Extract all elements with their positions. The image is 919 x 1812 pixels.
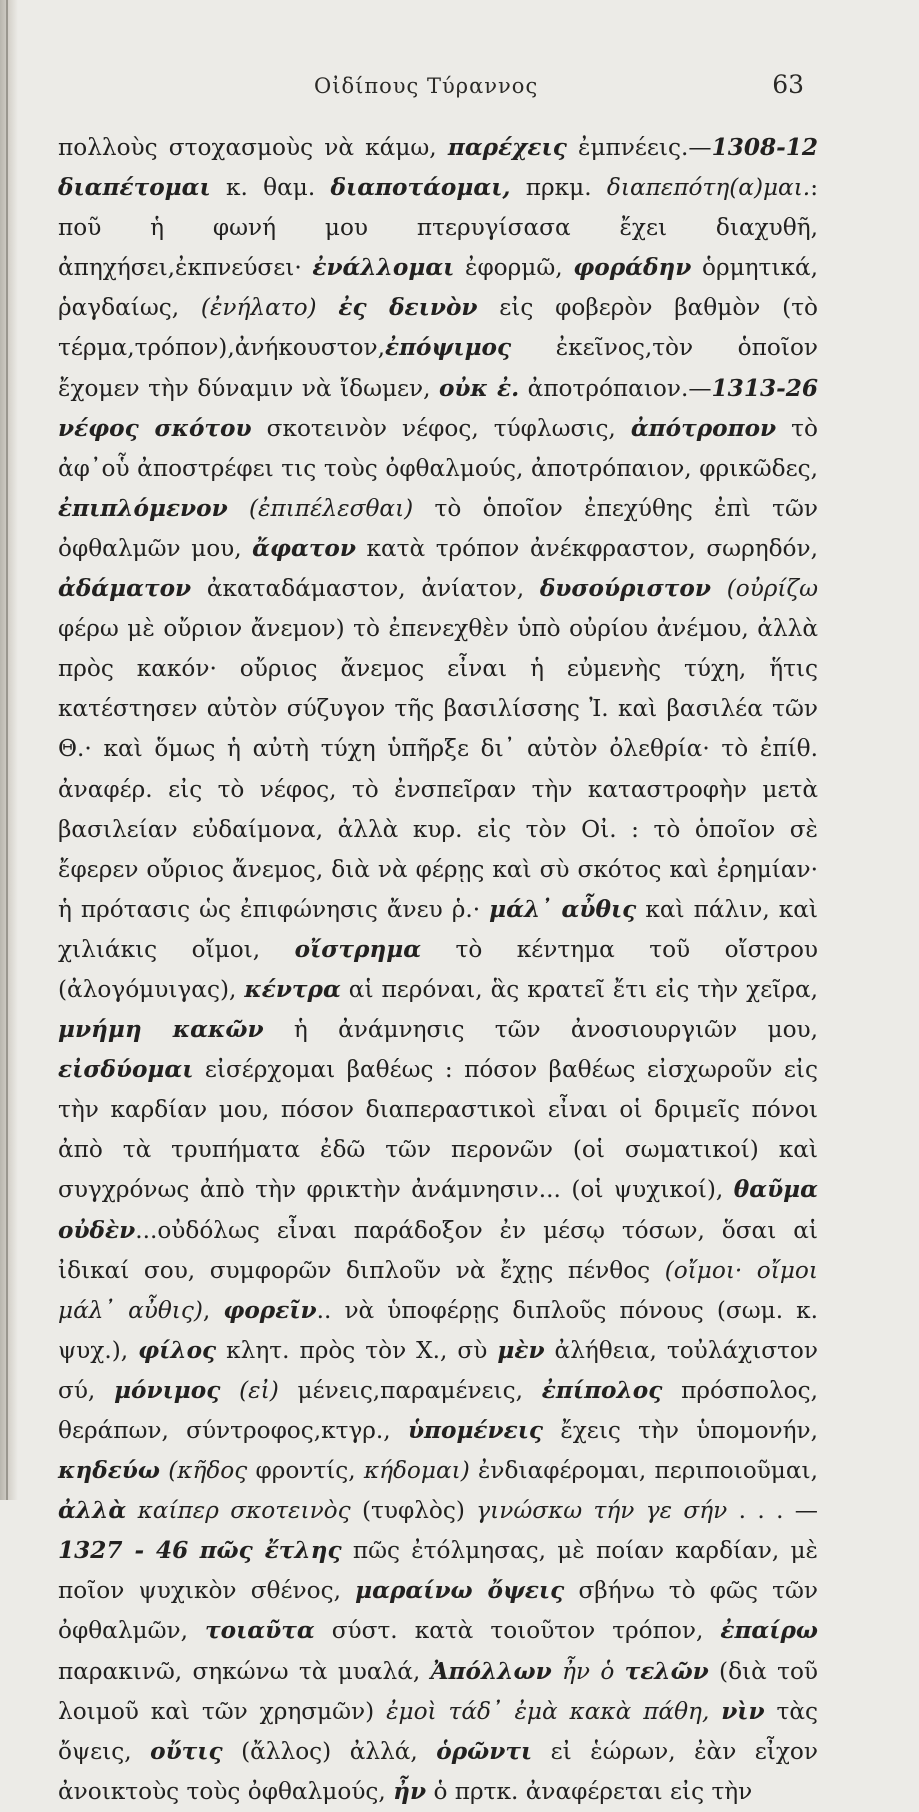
- lemma-term: μόνιμος: [114, 1376, 221, 1404]
- gloss-text: [711, 575, 727, 602]
- gloss-text: εἰσέρχομαι βαθέως : πόσον βαθέως εἰσχωροῦν εἰς τὴν καρδίαν μου, πόσον διαπεραστικοὶ εἶναι οἱ δριμεῖς πόνοι ἀπὸ τὰ τρυπήματα ἐδῶ τῶν περονῶν (οἱ σωματικοί) καὶ συγχρόνως ἀπὸ τὴν φρικτὴν ἀνάμνησιν... (οἱ ψυχικοί),: [58, 1056, 818, 1204]
- gloss-text: ἔχεις τὴν ὑπομονήν,: [543, 1417, 818, 1444]
- gloss-text: .. νὰ ὑποφέρῃς διπλοῦς πόνους (σωμ. κ. ψυχ.),: [58, 1296, 818, 1364]
- lemma-term: ἐνάλλομαι: [312, 254, 455, 282]
- lemma-term: 1327 - 46: [58, 1537, 189, 1565]
- lemma-term: ἐς δεινὸν: [338, 294, 478, 322]
- lemma-term: φοράδην: [573, 254, 692, 282]
- lemma-term: παρέχεις: [447, 134, 567, 161]
- gloss-text: τὸ κέντημα τοῦ οἴστρου (ἀλογόμυιγας),: [58, 935, 818, 1003]
- italic-note: (οἴμοι· οἴμοι μάλ᾽ αὖθις): [58, 1256, 818, 1324]
- italic-note: (ἐπιπέλεσθαι): [248, 494, 414, 522]
- lemma-term: νέφος σκότου: [58, 414, 252, 442]
- gloss-text: αἱ περόναι, ἃς κρατεῖ ἔτι εἰς τὴν χεῖρα,: [340, 975, 818, 1003]
- gloss-text: ἀποτρόπαιον.—: [519, 374, 712, 402]
- book-spine-shadow: [0, 0, 18, 1500]
- lemma-term: ὁρῶντι: [436, 1737, 533, 1765]
- lemma-term: 1313-26: [711, 374, 818, 402]
- lemma-term: ὑπομένεις: [407, 1417, 544, 1444]
- lemma-term: οὐκ ἐ.: [438, 374, 520, 402]
- lemma-term: νὶν: [721, 1697, 765, 1725]
- book-spine-line: [6, 0, 8, 1500]
- lemma-term: οὔτις: [150, 1737, 223, 1765]
- gloss-text: (ἄλλος) ἀλλά,: [222, 1737, 437, 1765]
- lemma-term: θαῦμα οὐδὲν: [58, 1176, 818, 1244]
- gloss-text: [317, 294, 339, 321]
- gloss-text: κλητ. πρὸς τὸν Χ., σὺ: [216, 1336, 498, 1364]
- gloss-text: ὁ πρτκ. ἀναφέρεται εἰς τὴν: [426, 1777, 753, 1805]
- gloss-text: εἰς φοβερὸν βαθμὸν (τὸ τέρμα,τρόπον),ἀνήκουστον,: [58, 294, 819, 362]
- gloss-text: πρόσπολος, θεράπων, σύντροφος,κτγρ.,: [58, 1376, 818, 1444]
- gloss-text: ἐκεῖνος,τὸν ὁποῖον ἔχομεν τὴν δύναμιν νὰ ἴδωμεν,: [58, 334, 818, 402]
- lemma-term: ἐπιπλόμενον: [58, 494, 228, 522]
- lemma-term: μάλ᾽ αὖθις: [489, 895, 637, 923]
- gloss-text: πρκμ.: [510, 174, 607, 202]
- lemma-term: 1308-12: [711, 134, 818, 161]
- lemma-term: ἀλλὰ: [58, 1497, 127, 1525]
- lemma-term: ἐπόψιμος: [384, 334, 512, 362]
- gloss-text: ἐφορμῶ,: [454, 254, 574, 282]
- lemma-term: εἰσδύομαι: [58, 1056, 194, 1084]
- gloss-text: πολλοὺς στοχασμοὺς νὰ κάμω,: [58, 134, 448, 161]
- gloss-text: [552, 1658, 562, 1685]
- gloss-text: εἰ ἑώρων, ἐὰν εἶχον ἀνοικτοὺς τοὺς ὀφθαλμούς,: [58, 1737, 818, 1805]
- gloss-text: ἐνδιαφέρομαι, περιποιοῦμαι,: [469, 1457, 818, 1485]
- gloss-text: [160, 1457, 168, 1484]
- gloss-text: σκοτεινὸν νέφος, τύφλωσις,: [251, 414, 631, 442]
- gloss-text: μένεις,παραμένεις,: [278, 1376, 542, 1404]
- gloss-text: [228, 495, 249, 522]
- gloss-text: [709, 1698, 721, 1725]
- lemma-term: ἀδάματον: [58, 575, 192, 603]
- gloss-text: [220, 1377, 239, 1404]
- gloss-text: [126, 1497, 137, 1524]
- italic-note: καίπερ σκοτεινὸς: [137, 1497, 351, 1525]
- lemma-term: ἦν: [393, 1777, 427, 1805]
- gloss-text: τὸ ὁποῖον ἐπεχύθης ἐπὶ τῶν ὀφθαλμῶν μου,: [58, 494, 818, 562]
- italic-note: (οὐρίζω: [726, 575, 818, 603]
- italic-note: ἐμοὶ τάδ᾽ ἐμὰ κακὰ πάθη,: [386, 1697, 710, 1725]
- lemma-term: μαραίνω ὄψεις: [355, 1577, 565, 1605]
- gloss-text: παρακινῶ, σηκώνω τὰ μυαλά,: [58, 1657, 431, 1685]
- gloss-text: ἀκαταδάμαστον, ἀνίατον,: [191, 575, 540, 603]
- lemma-term: φίλος: [138, 1336, 217, 1364]
- gloss-text: πῶς ἐτόλμησας, μὲ ποίαν καρδίαν, μὲ ποῖον ψυχικὸν σθένος,: [58, 1537, 818, 1605]
- gloss-text: . . . —: [727, 1497, 818, 1525]
- gloss-text: : ποῦ ἡ φωνή μου πτερυγίσασα ἔχει διαχυθῆ, ἀπηχήσει,ἐκπνεύσει·: [58, 174, 818, 282]
- running-title: Οἰδίπους Τύραννος: [314, 74, 539, 98]
- gloss-text: [614, 1658, 624, 1685]
- lemma-term: Ἀπόλλων: [430, 1657, 552, 1685]
- gloss-text: (διὰ τοῦ λοιμοῦ καὶ τῶν χρησμῶν): [58, 1657, 819, 1725]
- lemma-term: ἄφατον: [252, 534, 356, 562]
- gloss-text: τὰς ὄψεις,: [58, 1697, 818, 1765]
- lemma-term: ἐπαίρω: [720, 1617, 818, 1645]
- lemma-term: πῶς ἔτλης: [199, 1537, 342, 1565]
- gloss-text: ἐμπνέεις.—: [566, 134, 712, 161]
- lemma-term: τελῶν: [624, 1657, 709, 1685]
- commentary-text: [58, 128, 818, 1812]
- page-header: [64, 66, 804, 106]
- gloss-text: σβήνω τὸ φῶς τῶν ὀφθαλμῶν,: [58, 1577, 818, 1645]
- lemma-term: ἐπίπολος: [541, 1376, 663, 1404]
- gloss-text: φέρω μὲ οὔριον ἄνεμον) τὸ ἐπενεχθὲν ὑπὸ οὐρίου ἀνέμου, ἀλλὰ πρὸς κακόν· οὔριος ἄνεμος εἶναι ἡ εὐμενὴς τύχη, ἥτις κατέστησεν αὐτὸν σύζυγον τῆς βασιλίσσης Ἰ. καὶ βασιλέα τῶν Θ.· καὶ ὅμως ἡ αὐτὴ τύχη ὑπῆρξε δι᾽ αὐτὸν ὀλεθρία· τὸ ἐπίθ. ἀναφέρ. εἰς τὸ νέφος, τὸ ἐνσπεῖραν τὴν καταστροφὴν μετὰ βασιλείαν εὐδαίμονα, ἀλλὰ κυρ. εἰς τὸν Οἰ. : τὸ ὁποῖον σὲ ἔφερεν οὔριος ἄνεμος, διὰ νὰ φέρῃς καὶ σὺ σκότος καὶ ἐρημίαν· ἡ πρότασις ὡς ἐπιφώνησις ἄνευ ῥ.·: [58, 615, 818, 923]
- italic-note: γινώσκω τήν γε σήν: [476, 1497, 728, 1525]
- italic-note: (κῆδος: [168, 1457, 248, 1485]
- lemma-term: φορεῖν: [223, 1296, 317, 1324]
- gloss-text: κ. θαμ.: [210, 174, 331, 202]
- lemma-term: μὲν: [497, 1336, 545, 1364]
- lemma-term: μνήμη κακῶν: [58, 1016, 264, 1044]
- lemma-term: κέντρα: [244, 975, 341, 1003]
- lemma-term: διαποτάομαι,: [330, 174, 511, 202]
- gloss-text: ,: [202, 1296, 224, 1324]
- gloss-text: ἀλήθεια, τοὐλάχιστον σύ,: [58, 1336, 818, 1404]
- lemma-term: διαπέτομαι: [58, 174, 211, 202]
- gloss-text: ἡ ἀνάμνησις τῶν ἀνοσιουργιῶν μου,: [263, 1016, 818, 1044]
- gloss-text: φροντίς,: [247, 1457, 364, 1485]
- gloss-text: τὸ ἀφ᾽οὗ ἀποστρέφει τις τοὺς ὀφθαλμούς, ἀποτρόπαιον, φρικῶδες,: [58, 414, 818, 482]
- gloss-text: καὶ πάλιν, καὶ χιλιάκις οἴμοι,: [58, 895, 819, 963]
- lemma-term: τοιαῦτα: [205, 1617, 315, 1645]
- gloss-text: σύστ. κατὰ τοιοῦτον τρόπον,: [314, 1617, 721, 1645]
- gloss-text: ὁρμητικά, ῥαγδαίως,: [58, 254, 818, 322]
- lemma-term: ἀπότροπον: [630, 414, 777, 442]
- italic-note: διαπεπότη(α)μαι.: [606, 174, 811, 202]
- lemma-term: κηδεύω: [58, 1457, 160, 1485]
- gloss-text: [188, 1537, 199, 1564]
- lemma-term: οἴστρημα: [294, 935, 422, 963]
- italic-note: κήδομαι): [363, 1457, 470, 1485]
- page-number: 63: [772, 70, 804, 99]
- italic-note: (εἰ): [239, 1376, 279, 1404]
- italic-note: ἦν ὁ: [562, 1657, 615, 1685]
- gloss-text: (τυφλὸς): [350, 1497, 477, 1525]
- commentary-paragraph: [58, 128, 818, 1812]
- gloss-text: ...οὐδόλως εἶναι παράδοξον ἐν μέσῳ τόσων, ὅσαι αἱ ἰδικαί σου, συμφορῶν διπλοῦν νὰ ἔχῃς πένθος: [58, 1216, 818, 1284]
- lemma-term: δυσούριστον: [539, 575, 711, 603]
- gloss-text: κατὰ τρόπον ἀνέκφραστον, σωρηδόν,: [355, 534, 818, 562]
- italic-note: (ἐνήλατο): [200, 294, 317, 322]
